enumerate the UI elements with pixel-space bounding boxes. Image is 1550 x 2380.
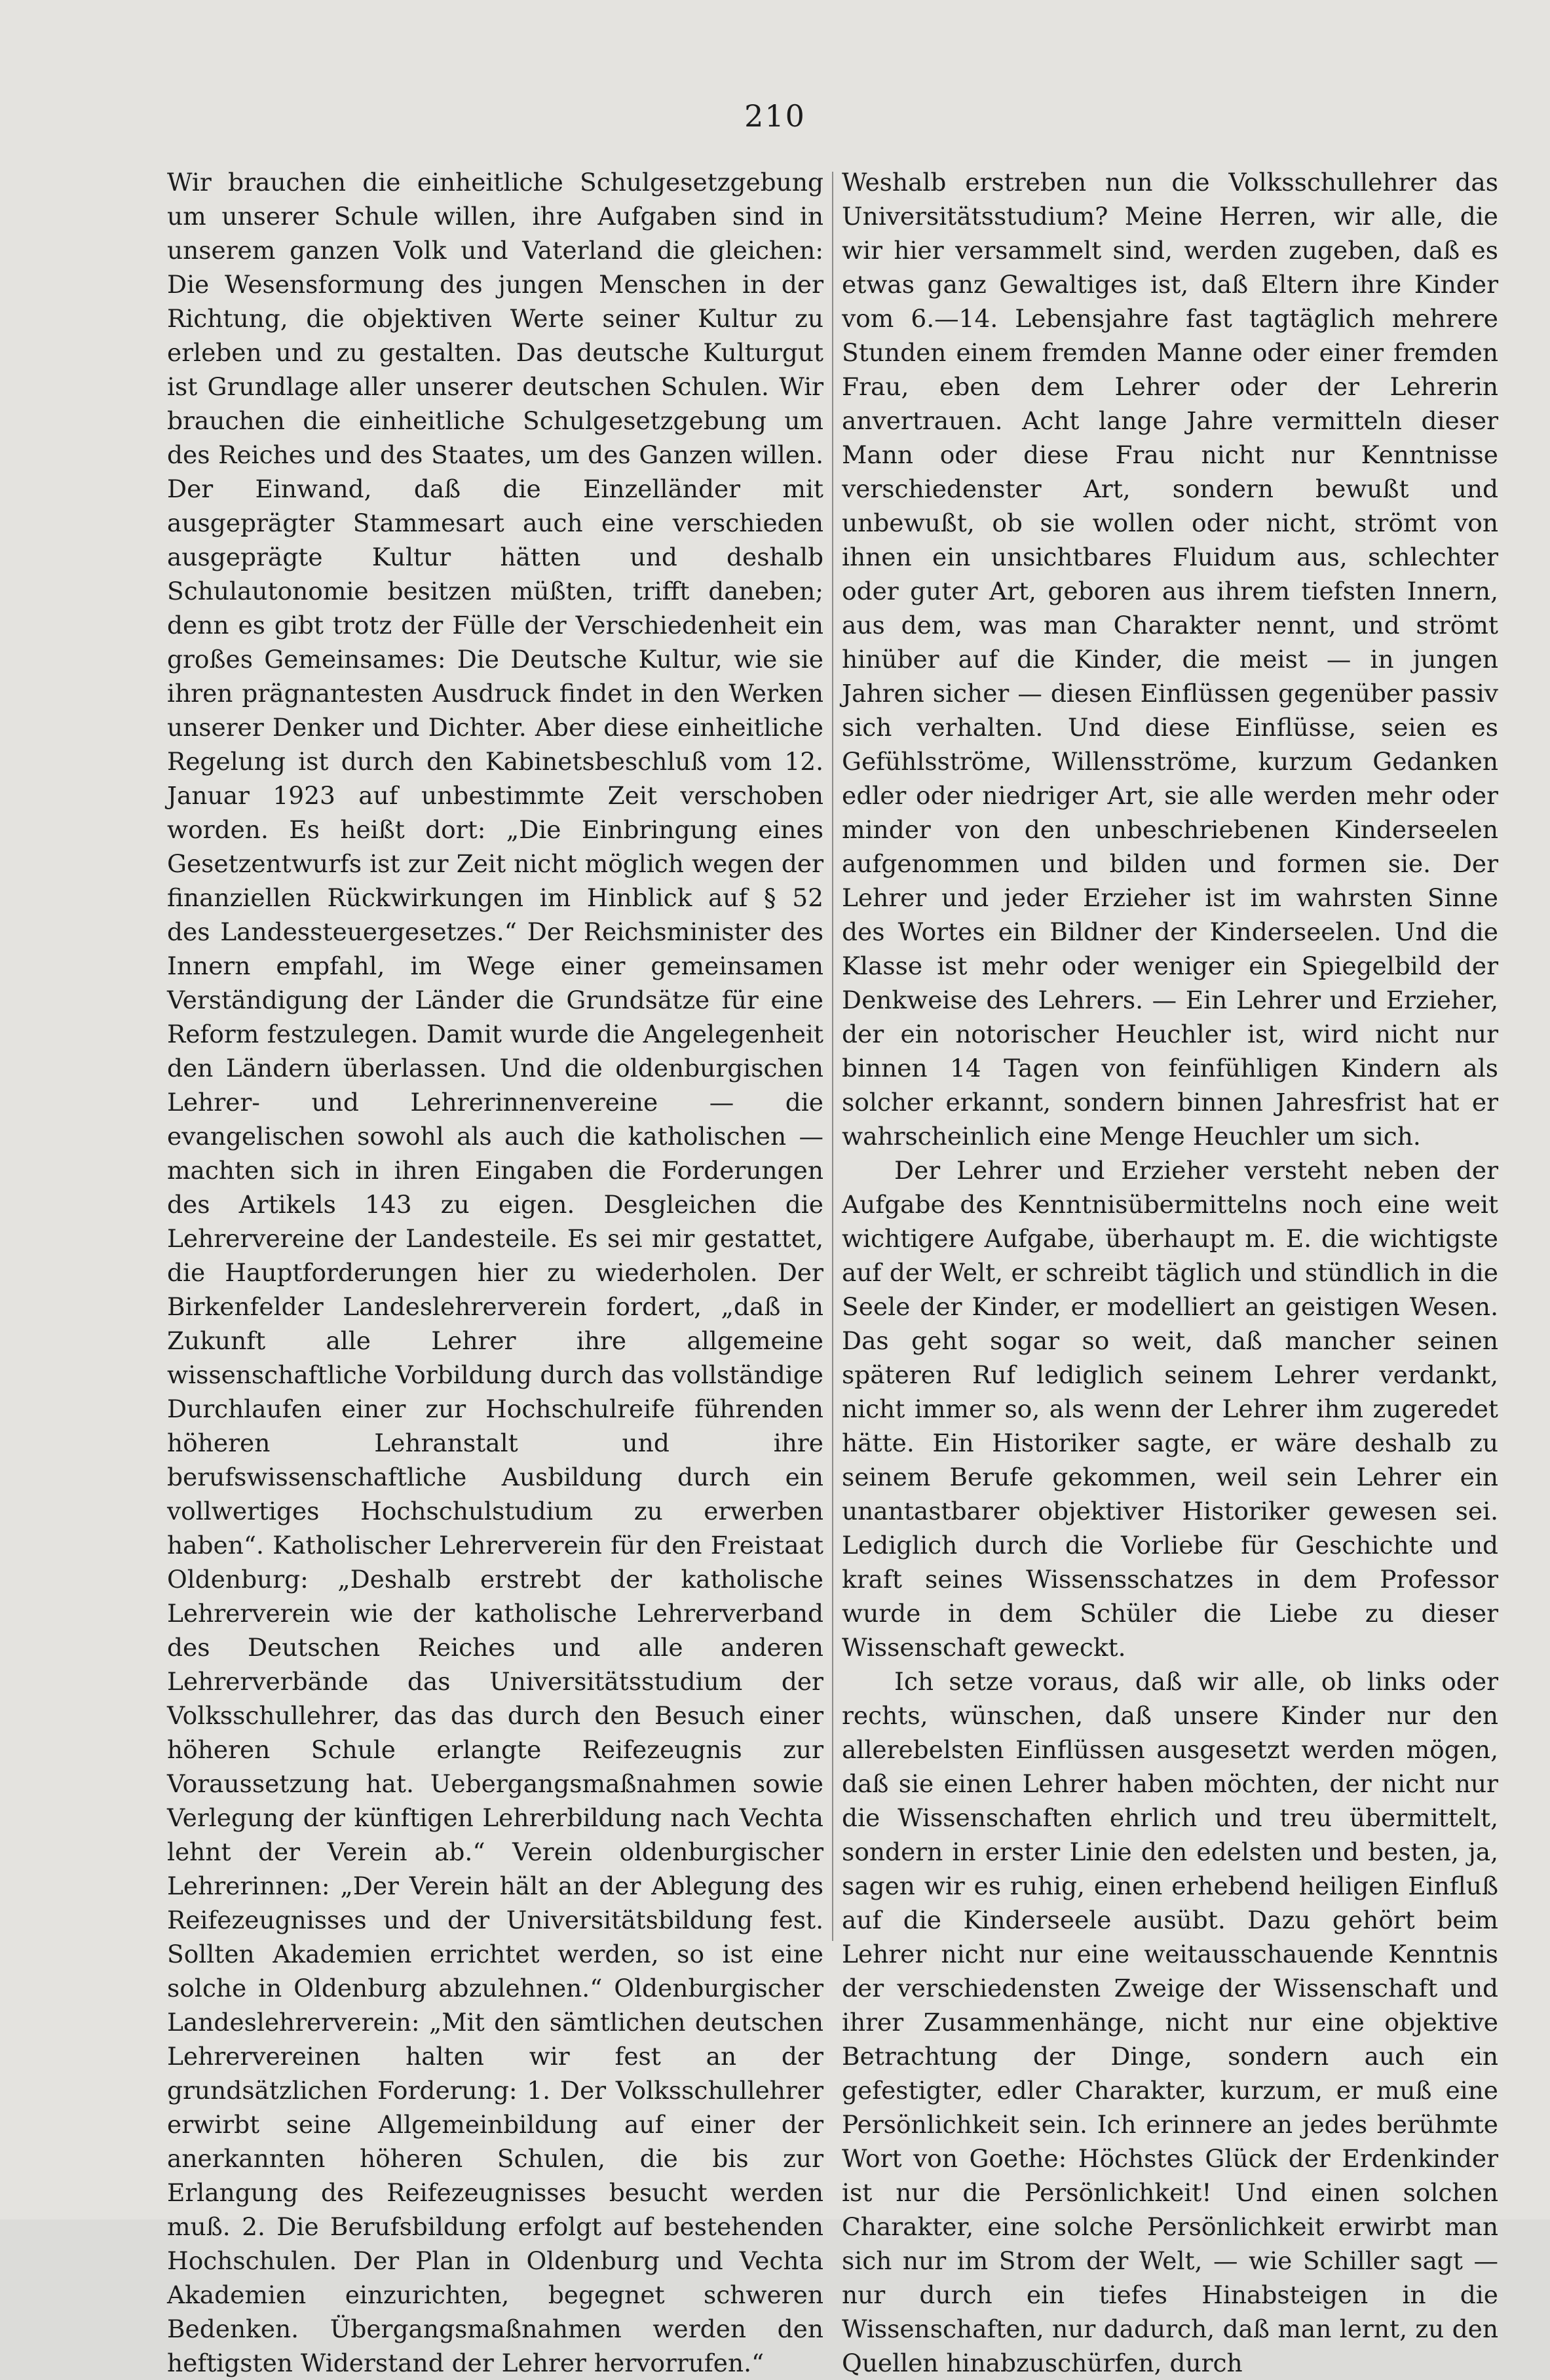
right-paragraph-2: Der Lehrer und Erzieher versteht neben der Aufgabe des Kenntnisübermittelns noch eine weit wichtigere Aufgabe, überhaupt m. E. die wichtigste auf der Welt, er schreibt täglich und stündlich in die Seele der Kinder, er modelliert an geistigen Wesen. Das geht sogar so weit, daß mancher seinen späteren Ruf lediglich seinem Lehrer verdankt, nicht immer so, als wenn der Lehrer ihm zugeredet hätte. Ein Historiker sagte, er wäre deshalb zu seinem Berufe gekommen, weil sein Lehrer ein unantastbarer objektiver Historiker gewesen sei. Lediglich durch die Vorliebe für Geschichte und kraft seines Wissensschatzes in dem Professor wurde in dem Schüler die Liebe zu dieser Wissenschaft geweckt. xyxy=(842,1156,1498,1662)
left-column xyxy=(167,165,823,2380)
column-divider xyxy=(832,172,833,1941)
right-column xyxy=(842,165,1498,2380)
left-paragraph-1: Wir brauchen die einheitliche Schulgesetzgebung um unserer Schule willen, ihre Aufgaben sind in unserem ganzen Volk und Vaterland die gleichen: Die Wesensformung des jungen Menschen in der Richtung, die objektiven Werte seiner Kultur zu erleben und zu gestalten. Das deutsche Kulturgut ist Grundlage aller unserer deutschen Schulen. Wir brauchen die einheitliche Schulgesetzgebung um des Reiches und des Staates, um des Ganzen willen. Der Einwand, daß die Einzelländer mit ausgeprägter Stammesart auch eine verschieden ausgeprägte Kultur hätten und deshalb Schulautonomie besitzen müßten, trifft daneben; denn es gibt trotz der Fülle der Verschiedenheit ein großes Gemeinsames: Die Deutsche Kultur, wie sie ihren prägnantesten Ausdruck findet in den Werken unserer Denker und Dichter. Aber diese einheitliche Regelung ist durch den Kabinetsbeschluß vom 12. Januar 1923 auf unbestimmte Zeit verschoben worden. Es heißt dort: „Die Einbringung eines Gesetzentwurfs ist zur Zeit nicht möglich wegen der finanziellen Rückwirkungen im Hinblick auf § 52 des Landessteuergesetzes.“ Der Reichsminister des Innern empfahl, im Wege einer gemeinsamen Verständigung der Länder die Grundsätze für eine Reform festzulegen. Damit wurde die Angelegenheit den Ländern überlassen. Und die oldenburgischen Lehrer- und Lehrerinnenvereine — die evangelischen sowohl als auch die katholischen — machten sich in ihren Eingaben die Forderungen des Artikels 143 zu eigen. Desgleichen die Lehrervereine der Landesteile. Es sei mir gestattet, die Hauptforderungen hier zu wiederholen. Der Birkenfelder Landeslehrerverein fordert, „daß in Zukunft alle Lehrer ihre allgemeine wissenschaftliche Vorbildung durch das vollständige Durchlaufen einer zur Hochschulreife führenden höheren Lehranstalt und ihre berufswissenschaftliche Ausbildung durch ein vollwertiges Hochschulstudium zu erwerben haben“. Katholischer Lehrerverein für den Freistaat Oldenburg: „Deshalb erstrebt der katholische Lehrerverein wie der katholische Lehrerverband des Deutschen Reiches und alle anderen Lehrerverbände das Universitätsstudium der Volksschullehrer, das das durch den Besuch einer höheren Schule erlangte Reifezeugnis zur Voraussetzung hat. Uebergangsmaßnahmen sowie Verlegung der künftigen Lehrerbildung nach Vechta lehnt der Verein ab.“ Verein oldenburgischer Lehrerinnen: „Der Verein hält an der Ablegung des Reifezeugnisses und der Universitätsbildung fest. Sollten Akademien errichtet werden, so ist eine solche in Oldenburg abzulehnen.“ Oldenburgischer Landeslehrerverein: „Mit den sämtlichen deutschen Lehrervereinen halten wir fest an der grundsätzlichen Forderung: 1. Der Volksschullehrer erwirbt seine Allgemeinbildung auf einer der anerkannten höheren Schulen, die bis zur Erlangung des Reifezeugnisses besucht werden muß. 2. Die Berufsbildung erfolgt auf bestehenden Hochschulen. Der Plan in Oldenburg und Vechta Akademien einzurichten, begegnet schweren Bedenken. Übergangsmaßnahmen werden den heftigsten Widerstand der Lehrer hervorrufen.“ xyxy=(167,168,823,2377)
right-paragraph-1: Weshalb erstreben nun die Volksschullehrer das Universitätsstudium? Meine Herren, wir alle, die wir hier versammelt sind, werden zugeben, daß es etwas ganz Gewaltiges ist, daß Eltern ihre Kinder vom 6.—14. Lebensjahre fast tagtäglich mehrere Stunden einem fremden Manne oder einer fremden Frau, eben dem Lehrer oder der Lehrerin anvertrauen. Acht lange Jahre vermitteln dieser Mann oder diese Frau nicht nur Kenntnisse verschiedenster Art, sondern bewußt und unbewußt, ob sie wollen oder nicht, strömt von ihnen ein unsichtbares Fluidum aus, schlechter oder guter Art, geboren aus ihrem tiefsten Innern, aus dem, was man Charakter nennt, und strömt hinüber auf die Kinder, die meist — in jungen Jahren sicher — diesen Einflüssen gegenüber passiv sich verhalten. Und diese Einflüsse, seien es Gefühlsströme, Willensströme, kurzum Gedanken edler oder niedriger Art, sie alle werden mehr oder minder von den unbeschriebenen Kinderseelen aufgenommen und bilden und formen sie. Der Lehrer und jeder Erzieher ist im wahrsten Sinne des Wortes ein Bildner der Kinderseelen. Und die Klasse ist mehr oder weniger ein Spiegelbild der Denkweise des Lehrers. — Ein Lehrer und Erzieher, der ein notorischer Heuchler ist, wird nicht nur binnen 14 Tagen von feinfühligen Kindern als solcher erkannt, sondern binnen Jahresfrist hat er wahrscheinlich eine Menge Heuchler um sich. xyxy=(842,168,1498,1151)
page-number: 210 xyxy=(744,98,806,134)
right-paragraph-3: Ich setze voraus, daß wir alle, ob links oder rechts, wünschen, daß unsere Kinder nur den allerebelsten Einflüssen ausgesetzt werden mögen, daß sie einen Lehrer haben möchten, der nicht nur die Wissenschaften ehrlich und treu übermittelt, sondern in erster Linie den edelsten und besten, ja, sagen wir es ruhig, einen erhebend heiligen Einfluß auf die Kinderseele ausübt. Dazu gehört beim Lehrer nicht nur eine weitausschauende Kenntnis der verschiedensten Zweige der Wissenschaft und ihrer Zusammenhänge, nicht nur eine objektive Betrachtung der Dinge, sondern auch ein gefestigter, edler Charakter, kurzum, er muß eine Persönlichkeit sein. Ich erinnere an jedes berühmte Wort von Goethe: Höchstes Glück der Erdenkinder ist nur die Persönlichkeit! Und einen solchen Charakter, eine solche Persönlichkeit erwirbt man sich nur im Strom der Welt, — wie Schiller sagt — nur durch ein tiefes Hinabsteigen in die Wissenschaften, nur dadurch, daß man lernt, zu den Quellen hinabzuschürfen, durch xyxy=(842,1667,1498,2377)
